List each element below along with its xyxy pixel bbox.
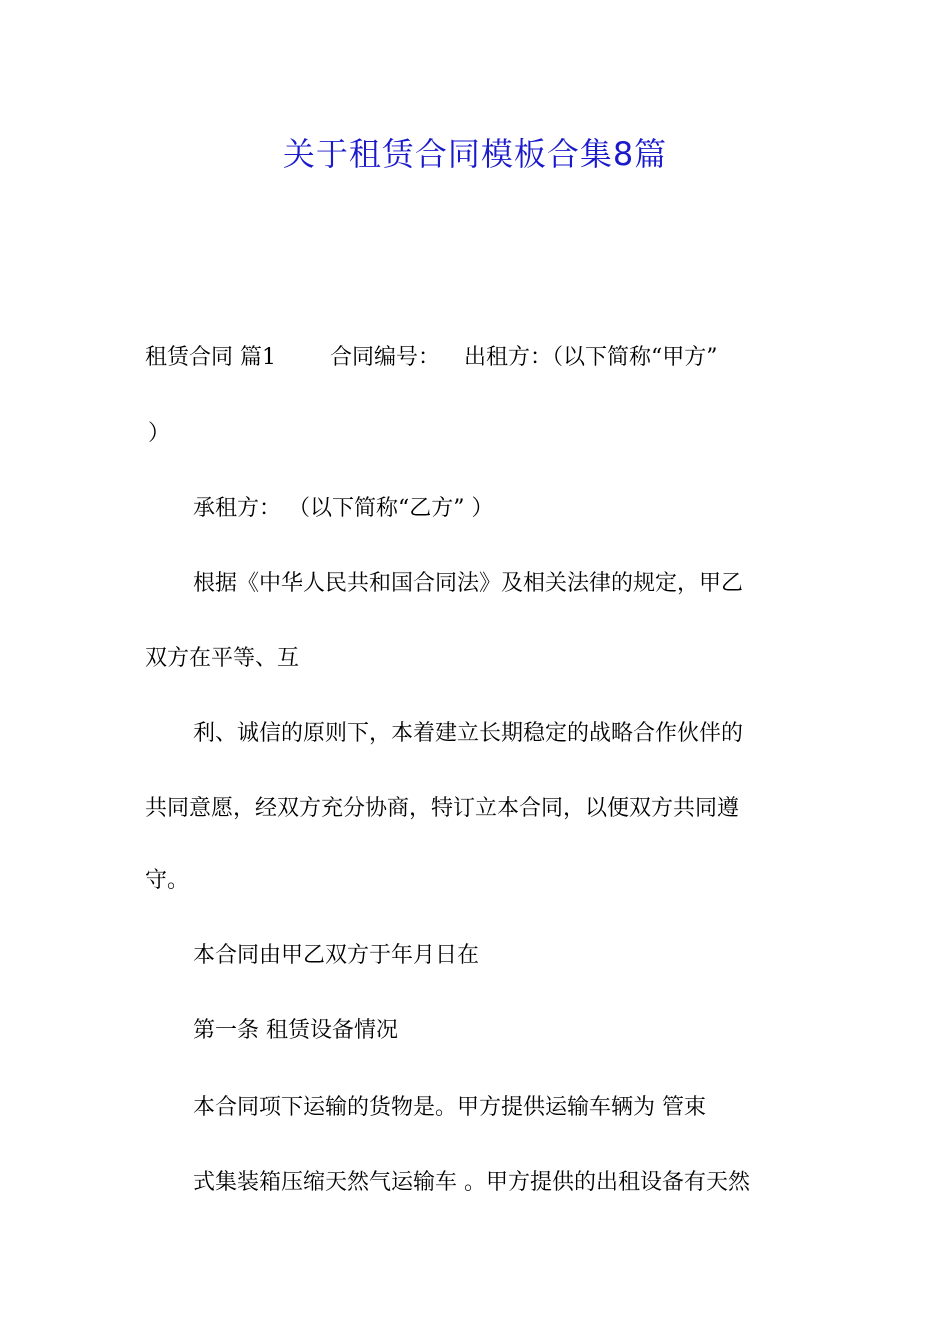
lessor-label: 出租方：（以下简称“甲方” bbox=[464, 345, 718, 370]
paragraph-line-8: 守。 bbox=[145, 868, 190, 893]
paragraph-line-7: 共同意愿，经双方充分协商，特订立本合同，以便双方共同遵 bbox=[145, 796, 740, 821]
contract-heading: 租赁合同 篇1 bbox=[145, 345, 276, 370]
contract-number-label: 合同编号： bbox=[330, 345, 441, 370]
paragraph-line-2: ） bbox=[148, 421, 171, 446]
lessee-line: 承租方： （以下简称“乙方” ） bbox=[193, 496, 494, 521]
document-title: 关于租赁合同模板合集8篇 bbox=[282, 135, 668, 173]
paragraph-line-4: 根据《中华人民共和国合同法》及相关法律的规定，甲乙 bbox=[193, 571, 744, 596]
paragraph-line-1 bbox=[145, 343, 718, 373]
article-one-heading: 第一条 租赁设备情况 bbox=[193, 1018, 398, 1043]
paragraph-line-9: 本合同由甲乙双方于年月日在 bbox=[193, 943, 480, 968]
paragraph-line-5: 双方在平等、互 bbox=[145, 646, 300, 671]
paragraph-line-11: 本合同项下运输的货物是。甲方提供运输车辆为 管束 bbox=[193, 1095, 706, 1120]
paragraph-line-12: 式集装箱压缩天然气运输车 。甲方提供的出租设备有天然 bbox=[193, 1170, 750, 1195]
paragraph-line-6: 利、诚信的原则下，本着建立长期稳定的战略合作伙伴的 bbox=[193, 721, 744, 746]
